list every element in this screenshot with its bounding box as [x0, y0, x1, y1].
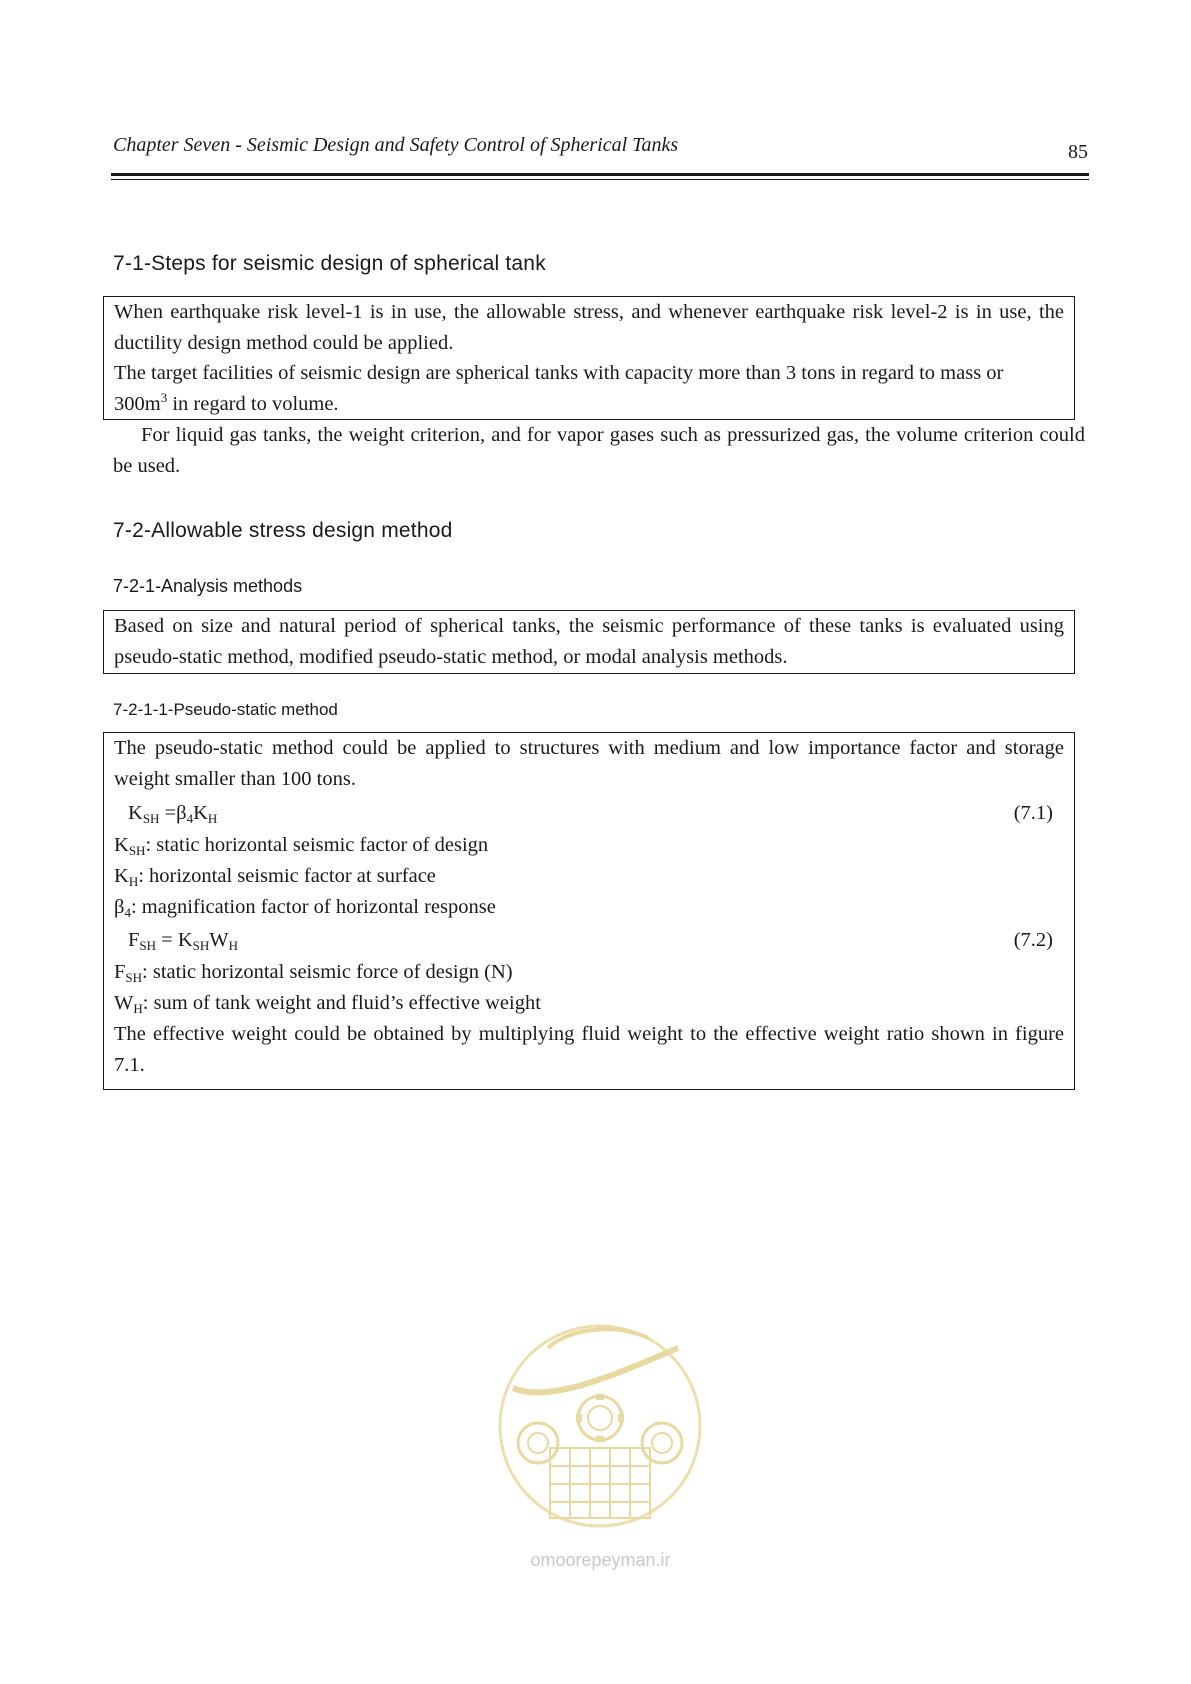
eq1-lhs: K: [128, 802, 143, 824]
def-fsh-symbol: F: [114, 961, 126, 983]
eq1-rhs-sub: H: [207, 811, 218, 826]
equation-7-2-number: (7.2): [1013, 929, 1053, 951]
section-7-2-1-box: [103, 610, 1075, 674]
def-ksh-text: : static horizontal seismic factor of design: [145, 834, 489, 856]
equation-7-1: [114, 796, 1064, 830]
eq1-beta-sub: 4: [186, 811, 194, 826]
effective-weight-note: The effective weight could be obtained by multiplying fluid weight to the effective weight ratio shown in figure 7.1.: [114, 1023, 1064, 1076]
watermark: [488, 1308, 713, 1578]
def-kh-text: : horizontal seismic factor at surface: [138, 865, 436, 887]
section-7-2-1-1-box: [103, 732, 1075, 1090]
section-7-1-heading: 7-1-Steps for seismic design of spherical tank: [113, 252, 546, 275]
eq1-beta: β: [176, 802, 187, 824]
page-header: [113, 134, 1088, 174]
box-paragraph-2: [114, 358, 1064, 389]
analysis-methods-text: Based on size and natural period of spherical tanks, the seismic performance of these tanks is evaluated using pseudo-static method, modified pseudo-static method, or modal analysis methods.: [114, 615, 1064, 668]
definition-kh: [114, 861, 1064, 892]
eq2-equals: =: [161, 929, 173, 951]
definition-ksh: [114, 830, 1064, 861]
def-beta4-sub: 4: [124, 905, 131, 920]
equation-7-1-number: (7.1): [1013, 802, 1053, 824]
def-wh-sub: H: [133, 1001, 143, 1016]
header-rule-thin: [111, 179, 1089, 180]
def-beta4-text: : magnification factor of horizontal response: [130, 896, 496, 918]
eq1-equals: =: [164, 802, 177, 824]
eq2-lhs: F: [128, 929, 140, 951]
pseudo-static-intro: The pseudo-static method could be applied to structures with medium and low importance factor and storage weight smaller than 100 tons.: [114, 737, 1064, 790]
volume-suffix: in regard to volume.: [167, 392, 339, 415]
section-7-1-box: [103, 296, 1075, 420]
def-fsh-sub: SH: [125, 970, 143, 985]
watermark-logo-icon: [488, 1308, 713, 1548]
running-title: Chapter Seven - Seismic Design and Safety Control of Spherical Tanks: [113, 134, 679, 156]
box-paragraph-3: [114, 389, 1064, 420]
eq2-w-sub: H: [228, 938, 239, 953]
eq2-w: W: [209, 929, 229, 951]
eq1-lhs-sub: SH: [142, 811, 160, 826]
section-7-1-paragraph-wrap: [113, 420, 1085, 481]
def-wh-text: : sum of tank weight and fluid’s effective weight: [142, 992, 541, 1014]
def-fsh-text: : static horizontal seismic force of design (N): [142, 961, 513, 983]
def-kh-sub: H: [128, 874, 139, 889]
eq1-rhs: K: [193, 802, 208, 824]
box-paragraph-1: When earthquake risk level-1 is in use, the allowable stress, and whenever earthquake risk level-2 is in use, the ductility design method could be applied.: [114, 301, 1064, 354]
def-kh-symbol: K: [114, 865, 129, 887]
header-rule-thick: [111, 173, 1089, 176]
section-7-2-1-heading: 7-2-1-Analysis methods: [113, 576, 303, 596]
def-wh-symbol: W: [114, 992, 134, 1014]
def-ksh-symbol: K: [114, 834, 129, 856]
volume-value: 300m: [114, 392, 161, 415]
volume-exponent: 3: [160, 389, 168, 405]
section-7-2-heading: 7-2-Allowable stress design method: [113, 519, 453, 542]
definition-wh: [114, 988, 1064, 1019]
eq2-lhs-sub: SH: [139, 938, 157, 953]
definition-beta4: [114, 892, 1064, 923]
definition-fsh: [114, 957, 1064, 988]
eq2-k: K: [177, 929, 193, 951]
def-ksh-sub: SH: [128, 843, 146, 858]
eq2-k-sub: SH: [192, 938, 210, 953]
watermark-url: omoorepeyman.ir: [530, 1550, 671, 1570]
def-beta4-symbol: β: [114, 896, 125, 918]
section-7-1-paragraph: For liquid gas tanks, the weight criterion, and for vapor gases such as pressurized gas, the volume criterion could be used.: [113, 424, 1085, 477]
equation-7-1-formula: [128, 796, 217, 830]
page-number: 85: [1068, 141, 1088, 163]
equation-7-2-formula: [128, 923, 238, 957]
section-7-2-1-1-heading: 7-2-1-1-Pseudo-static method: [113, 700, 338, 719]
box-paragraph-2-text: The target facilities of seismic design are spherical tanks with capacity more than 3 tons in regard to mass or: [114, 362, 1004, 384]
equation-7-2: [114, 923, 1064, 957]
